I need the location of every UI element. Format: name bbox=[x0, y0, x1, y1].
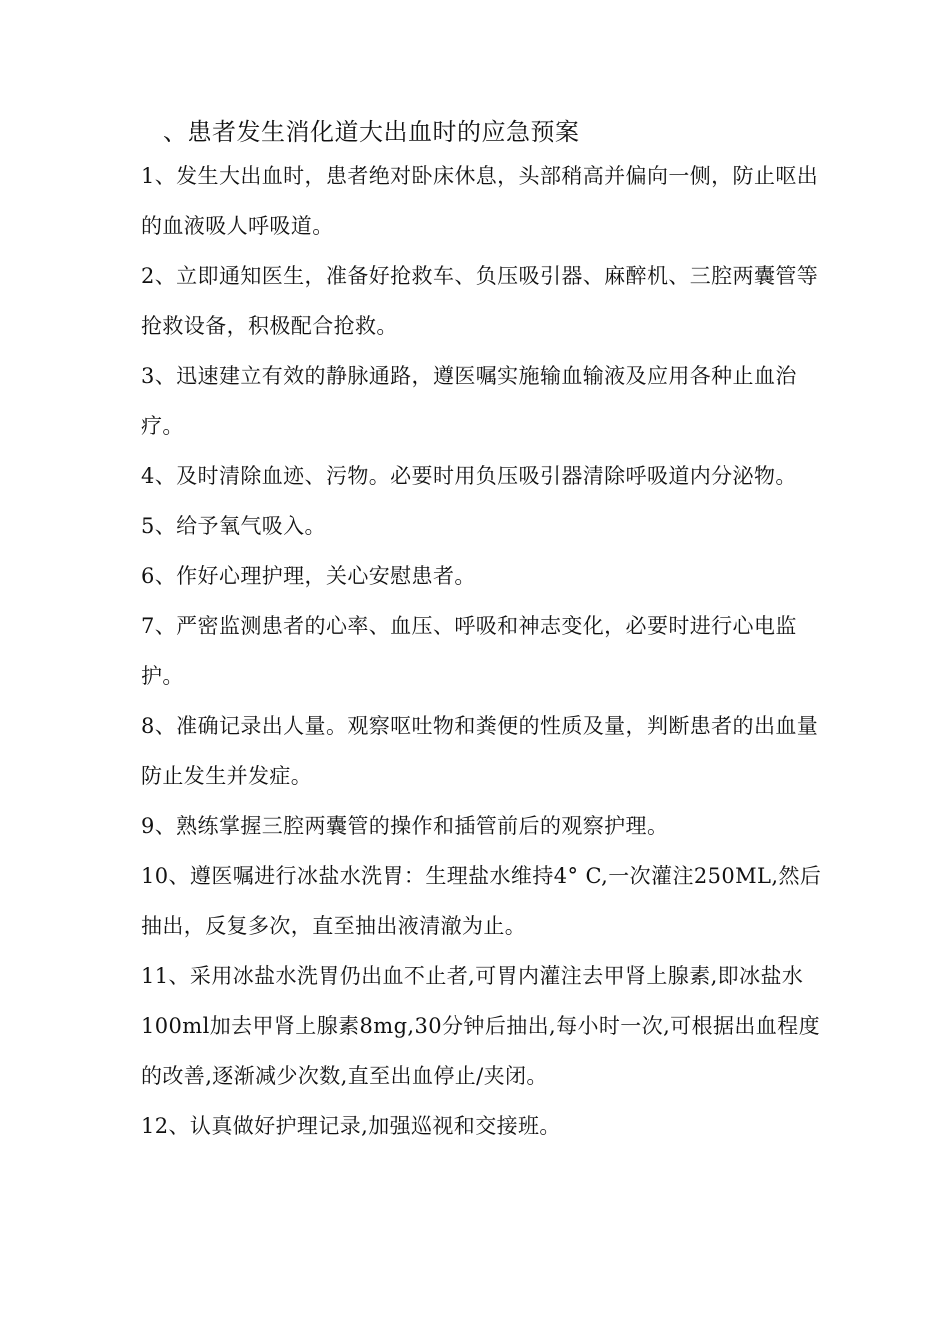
procedure-item-4: 4、及时清除血迹、污物。必要时用负压吸引器清除呼吸道内分泌物。 bbox=[141, 464, 797, 488]
procedure-item-6: 6、作好心理护理，关心安慰患者。 bbox=[141, 564, 476, 588]
procedure-item-12: 12、认真做好护理记录,加强巡视和交接班。 bbox=[141, 1114, 561, 1138]
procedure-item-9: 9、熟练掌握三腔两囊管的操作和插管前后的观察护理。 bbox=[141, 814, 669, 838]
procedure-list bbox=[141, 151, 831, 1151]
procedure-item-2: 2、立即通知医生，准备好抢救车、负压吸引器、麻醉机、三腔两囊管等抢救设备，积极配合抢救。 bbox=[141, 264, 819, 338]
procedure-item-1: 1、发生大出血时，患者绝对卧床休息，头部稍高并偏向一侧，防止呕出的血液吸人呼吸道。 bbox=[141, 164, 819, 238]
procedure-item-10: 10、遵医嘱进行冰盐水洗胃：生理盐水维持4° C,一次灌注250ML,然后抽出，反复多次，直至抽出液清澈为止。 bbox=[141, 864, 822, 938]
procedure-item-11: 11、采用冰盐水洗胃仍出血不止者,可胃内灌注去甲肾上腺素,即冰盐水100ml加去甲肾上腺素8mg,30分钟后抽出,每小时一次,可根据出血程度的改善,逐渐减少次数,直至出血停止/夹闭。 bbox=[141, 964, 820, 1088]
procedure-item-8: 8、准确记录出人量。观察呕吐物和粪便的性质及量，判断患者的出血量防止发生并发症。 bbox=[141, 714, 819, 788]
document-title: 、患者发生消化道大出血时的应急预案 bbox=[163, 118, 580, 146]
procedure-item-5: 5、给予氧气吸入。 bbox=[141, 514, 326, 538]
procedure-item-7: 7、严密监测患者的心率、血压、呼吸和神志变化，必要时进行心电监护。 bbox=[141, 614, 797, 688]
procedure-item-3: 3、迅速建立有效的静脉通路，遵医嘱实施输血输液及应用各种止血治疗。 bbox=[141, 364, 797, 438]
